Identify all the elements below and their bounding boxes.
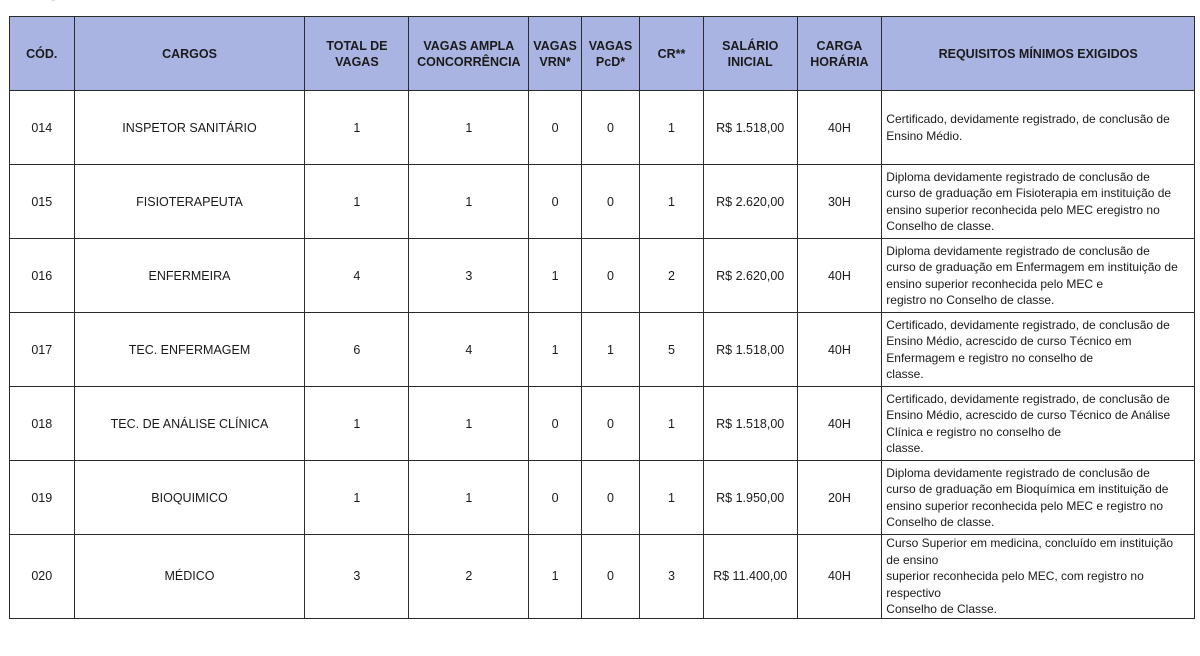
- cell-vrn: 0: [529, 165, 581, 239]
- cell-total: 6: [305, 313, 409, 387]
- cell-ampla: 1: [409, 461, 529, 535]
- cell-vrn: 0: [529, 91, 581, 165]
- cell-salario: R$ 1.518,00: [703, 313, 797, 387]
- cell-cargo: BIOQUIMICO: [74, 461, 305, 535]
- cell-pcd: 0: [581, 239, 639, 313]
- header-vagas-vrn: VAGAS VRN*: [529, 17, 581, 91]
- table-row: [10, 535, 1195, 619]
- table-header-row: [10, 17, 1195, 91]
- cell-cr: 3: [640, 535, 704, 619]
- header-salario: SALÁRIO INICIAL: [703, 17, 797, 91]
- table-row: [10, 239, 1195, 313]
- cell-carga: 40H: [797, 387, 882, 461]
- vagas-table: [9, 16, 1195, 619]
- cell-pcd: 0: [581, 461, 639, 535]
- cell-cod: 018: [10, 387, 75, 461]
- cell-pcd: 0: [581, 535, 639, 619]
- cell-total: 4: [305, 239, 409, 313]
- table-row: [10, 165, 1195, 239]
- cell-total: 1: [305, 91, 409, 165]
- header-cod: CÓD.: [10, 17, 75, 91]
- cell-requisitos: Certificado, devidamente registrado, de conclusão de Ensino Médio, acrescido de curso Técnico de Análise Clínica e registro no conselho de classe.: [882, 387, 1195, 461]
- cell-salario: R$ 11.400,00: [703, 535, 797, 619]
- cell-carga: 30H: [797, 165, 882, 239]
- header-cargos: CARGOS: [74, 17, 305, 91]
- header-vagas-ampla: VAGAS AMPLA CONCORRÊNCIA: [409, 17, 529, 91]
- cell-cargo: TEC. DE ANÁLISE CLÍNICA: [74, 387, 305, 461]
- cell-cr: 5: [640, 313, 704, 387]
- table-row: [10, 387, 1195, 461]
- cell-cod: 014: [10, 91, 75, 165]
- cell-ampla: 2: [409, 535, 529, 619]
- cell-pcd: 1: [581, 313, 639, 387]
- cell-ampla: 3: [409, 239, 529, 313]
- cell-requisitos: Diploma devidamente registrado de conclusão de curso de graduação em Enfermagem em instituição de ensino superior reconhecida pelo MEC e registro no Conselho de classe.: [882, 239, 1195, 313]
- cell-salario: R$ 1.518,00: [703, 387, 797, 461]
- cell-ampla: 1: [409, 91, 529, 165]
- cell-cargo: MÉDICO: [74, 535, 305, 619]
- cell-ampla: 1: [409, 165, 529, 239]
- header-requisitos: REQUISITOS MÍNIMOS EXIGIDOS: [882, 17, 1195, 91]
- cell-cr: 1: [640, 387, 704, 461]
- cell-cod: 019: [10, 461, 75, 535]
- cell-salario: R$ 1.950,00: [703, 461, 797, 535]
- cell-cr: 1: [640, 91, 704, 165]
- table-row: [10, 313, 1195, 387]
- cell-ampla: 4: [409, 313, 529, 387]
- header-cr: CR**: [640, 17, 704, 91]
- cell-cargo: INSPETOR SANITÁRIO: [74, 91, 305, 165]
- cell-carga: 40H: [797, 239, 882, 313]
- cell-vrn: 0: [529, 387, 581, 461]
- cell-pcd: 0: [581, 387, 639, 461]
- cell-cargo: ENFERMEIRA: [74, 239, 305, 313]
- cell-total: 1: [305, 165, 409, 239]
- cell-salario: R$ 2.620,00: [703, 165, 797, 239]
- cell-cod: 017: [10, 313, 75, 387]
- cell-total: 1: [305, 387, 409, 461]
- cell-carga: 40H: [797, 91, 882, 165]
- cell-cargo: FISIOTERAPEUTA: [74, 165, 305, 239]
- cell-carga: 40H: [797, 535, 882, 619]
- cell-cod: 016: [10, 239, 75, 313]
- header-total-vagas: TOTAL DE VAGAS: [305, 17, 409, 91]
- cell-requisitos: Diploma devidamente registrado de conclusão de curso de graduação em Fisioterapia em instituição de ensino superior reconhecida pelo MEC eregistro no Conselho de classe.: [882, 165, 1195, 239]
- cell-salario: R$ 1.518,00: [703, 91, 797, 165]
- cell-requisitos: Certificado, devidamente registrado, de conclusão de Ensino Médio, acrescido de curso Técnico em Enfermagem e registro no conselho de classe.: [882, 313, 1195, 387]
- cell-carga: 20H: [797, 461, 882, 535]
- cell-cr: 1: [640, 461, 704, 535]
- table-row: [10, 461, 1195, 535]
- cell-pcd: 0: [581, 91, 639, 165]
- cell-pcd: 0: [581, 165, 639, 239]
- cell-total: 3: [305, 535, 409, 619]
- header-logo-fragment: [40, 0, 170, 4]
- cell-requisitos: Diploma devidamente registrado de conclusão de curso de graduação em Bioquímica em instituição de ensino superior reconhecida pelo MEC e registro no Conselho de classe.: [882, 461, 1195, 535]
- cell-total: 1: [305, 461, 409, 535]
- cell-salario: R$ 2.620,00: [703, 239, 797, 313]
- header-vagas-pcd: VAGAS PcD*: [581, 17, 639, 91]
- cell-requisitos: Certificado, devidamente registrado, de conclusão de Ensino Médio.: [882, 91, 1195, 165]
- cell-ampla: 1: [409, 387, 529, 461]
- cell-cod: 020: [10, 535, 75, 619]
- cell-vrn: 0: [529, 461, 581, 535]
- cell-vrn: 1: [529, 239, 581, 313]
- cell-cod: 015: [10, 165, 75, 239]
- cell-cargo: TEC. ENFERMAGEM: [74, 313, 305, 387]
- header-carga: CARGA HORÁRIA: [797, 17, 882, 91]
- cell-cr: 1: [640, 165, 704, 239]
- table-row: [10, 91, 1195, 165]
- cell-vrn: 1: [529, 535, 581, 619]
- cell-carga: 40H: [797, 313, 882, 387]
- cell-cr: 2: [640, 239, 704, 313]
- cell-vrn: 1: [529, 313, 581, 387]
- cell-requisitos: Curso Superior em medicina, concluído em instituição de ensino superior reconhecida pelo MEC, com registro no respectivo Conselho de Classe.: [882, 535, 1195, 619]
